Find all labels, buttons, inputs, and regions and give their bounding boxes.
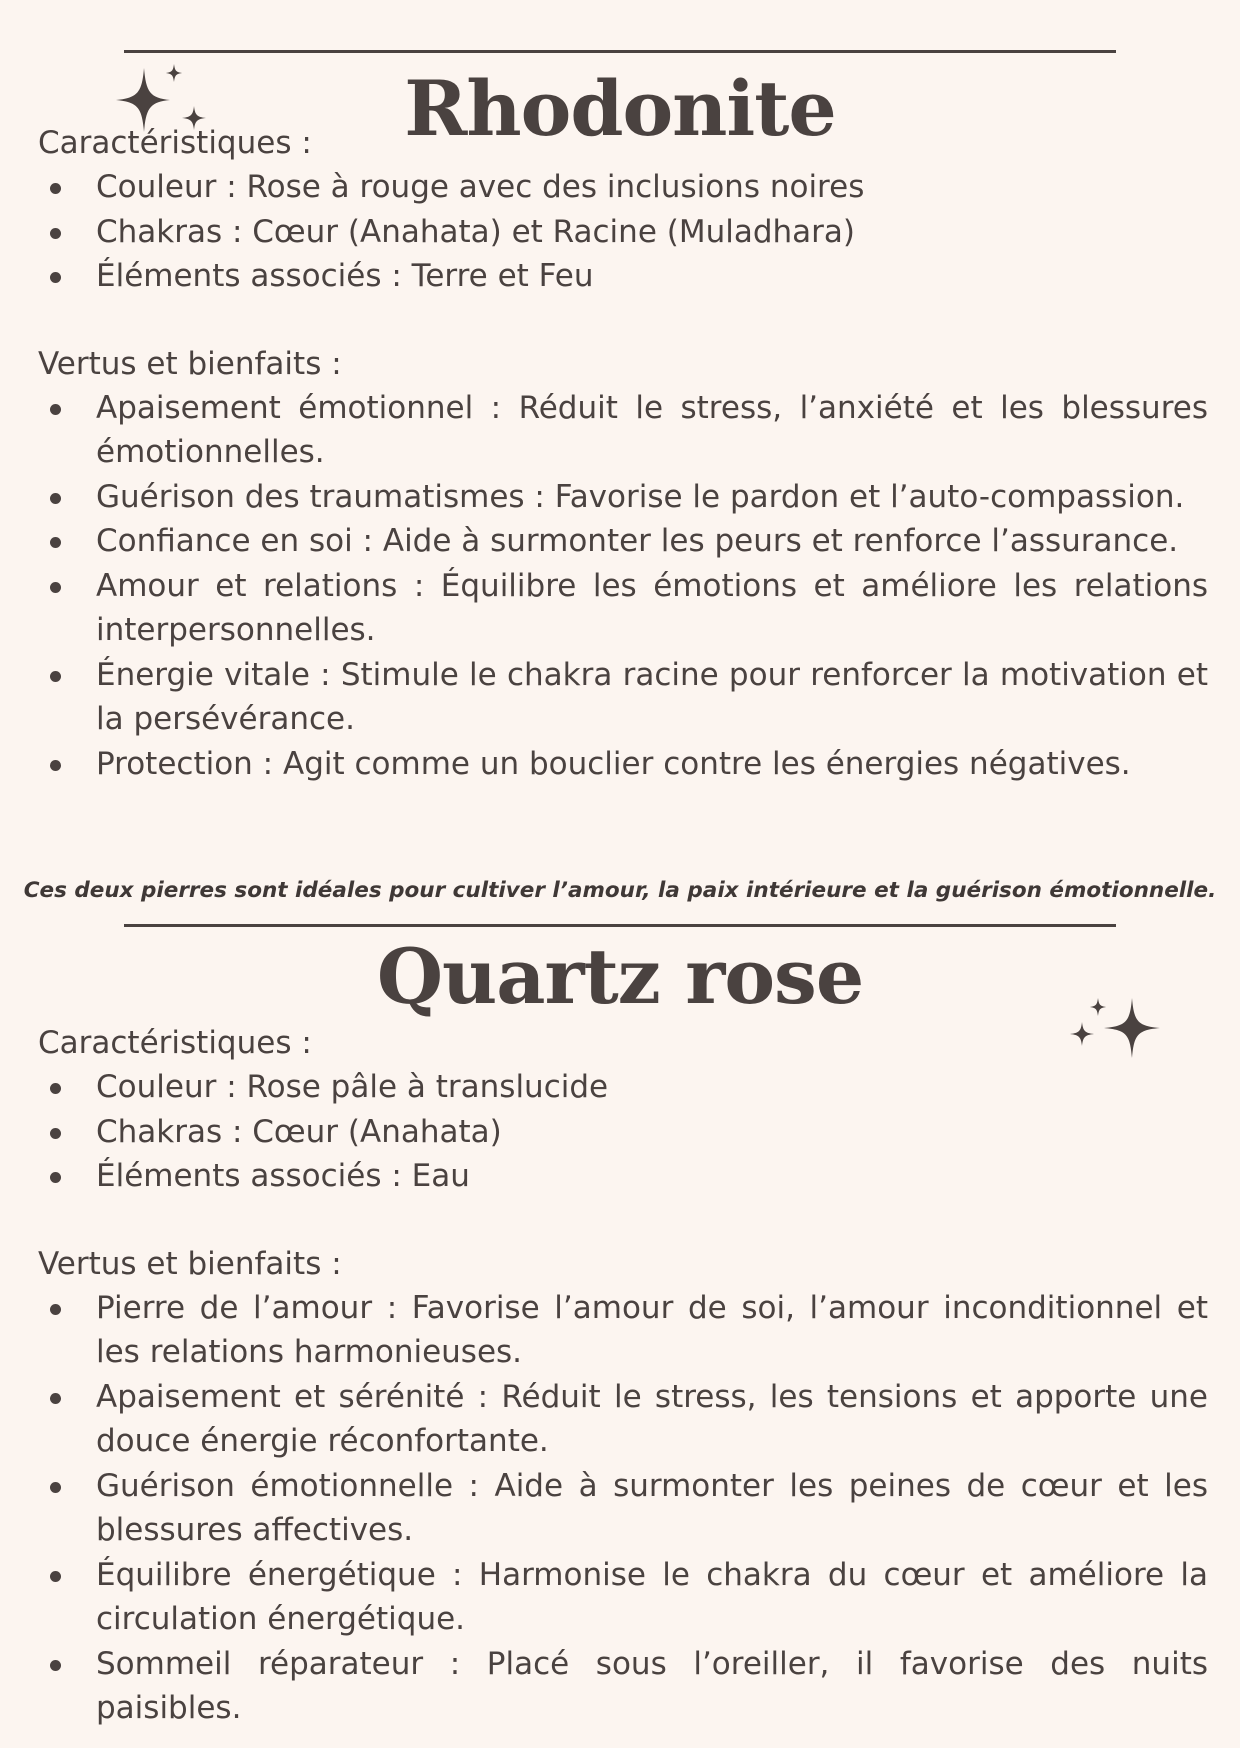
list-item: Pierre de l’amour : Favorise l’amour de soi, l’amour inconditionnel et les relations harmonieuses.	[38, 1286, 1208, 1375]
list-item: Sommeil réparateur : Placé sous l’oreiller, il favorise des nuits paisibles.	[38, 1642, 1208, 1731]
list-item: Éléments associés : Terre et Feu	[38, 254, 1208, 299]
list-item: Énergie vitale : Stimule le chakra racine pour renforcer la motivation et la persévérance.	[38, 653, 1208, 742]
virtues-list	[38, 1286, 1208, 1731]
list-item: Apaisement émotionnel : Réduit le stress, l’anxiété et les blessures émotionnelles.	[38, 386, 1208, 475]
list-item: Protection : Agit comme un bouclier contre les énergies négatives.	[38, 742, 1208, 787]
list-item: Guérison des traumatismes : Favorise le pardon et l’auto-compassion.	[38, 475, 1208, 520]
characteristics-list	[38, 165, 1208, 299]
list-item: Guérison émotionnelle : Aide à surmonter les peines de cœur et les blessures affectives.	[38, 1464, 1208, 1553]
virtues-label: Vertus et bienfaits :	[38, 345, 342, 382]
list-item: Éléments associés : Eau	[38, 1154, 1208, 1199]
list-item: Couleur : Rose pâle à translucide	[38, 1065, 1208, 1110]
list-item: Apaisement et sérénité : Réduit le stress, les tensions et apporte une douce énergie réconfortante.	[38, 1375, 1208, 1464]
section-title-rhodonite: Rhodonite	[404, 64, 836, 153]
characteristics-list	[38, 1065, 1208, 1199]
list-item: Équilibre énergétique : Harmonise le chakra du cœur et améliore la circulation énergétique.	[38, 1553, 1208, 1642]
top-divider	[124, 50, 1116, 53]
list-item: Amour et relations : Équilibre les émotions et améliore les relations interpersonnelles.	[38, 564, 1208, 653]
list-item: Chakras : Cœur (Anahata) et Racine (Muladhara)	[38, 210, 1208, 255]
list-item: Chakras : Cœur (Anahata)	[38, 1110, 1208, 1155]
section-rhodonite	[38, 121, 1208, 786]
section-title-quartz-rose: Quartz rose	[376, 932, 864, 1021]
virtues-list	[38, 386, 1208, 787]
section-quartz-rose	[38, 1021, 1208, 1731]
list-item: Confiance en soi : Aide à surmonter les peurs et renforce l’assurance.	[38, 519, 1208, 564]
list-item: Couleur : Rose à rouge avec des inclusions noires	[38, 165, 1208, 210]
characteristics-label: Caractéristiques :	[38, 1025, 312, 1061]
virtues-label: Vertus et bienfaits :	[38, 1245, 342, 1282]
middle-divider	[124, 924, 1116, 927]
characteristics-label: Caractéristiques :	[38, 125, 312, 161]
closing-note: Ces deux pierres sont idéales pour cultiver l’amour, la paix intérieure et la guérison émotionnelle.	[23, 878, 1217, 903]
